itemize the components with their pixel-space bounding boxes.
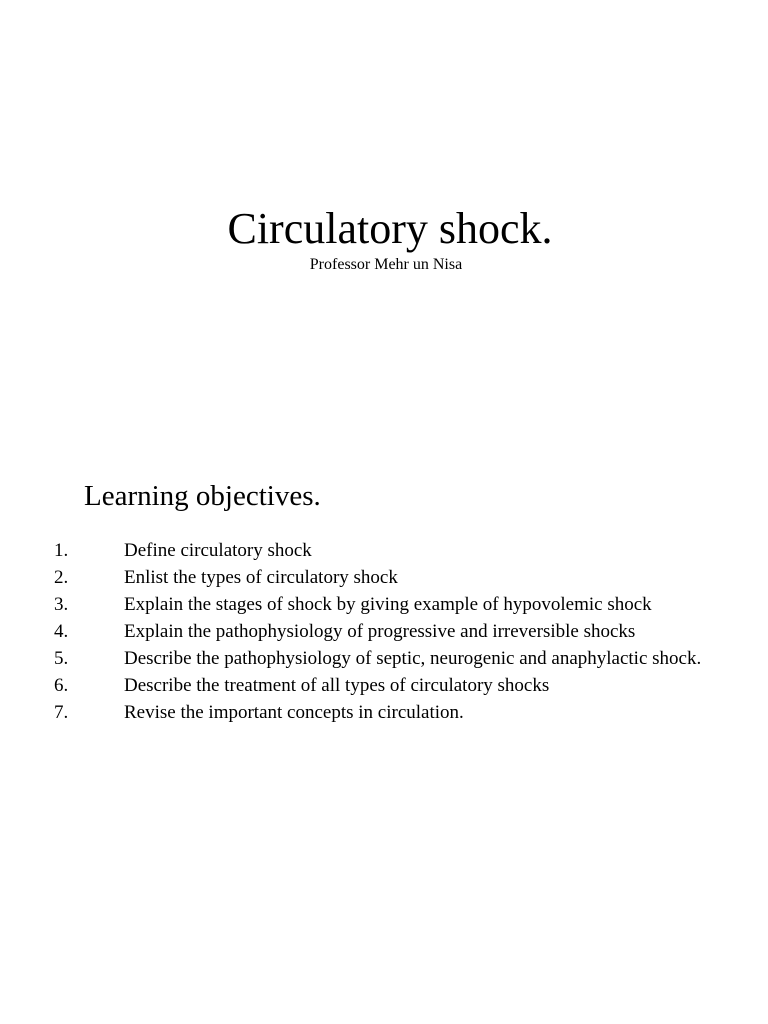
list-item-number: 6. (54, 675, 69, 696)
list-item (0, 648, 768, 669)
list-item-text: Describe the treatment of all types of circulatory shocks (124, 675, 550, 696)
list-item-text: Define circulatory shock (124, 540, 312, 561)
list-item-number: 1. (54, 540, 69, 561)
list-item-text: Describe the pathophysiology of septic, neurogenic and anaphylactic shock. (124, 648, 702, 669)
list-item (0, 702, 768, 723)
section-heading: Learning objectives. (84, 480, 321, 512)
author-name: Professor Mehr un Nisa (309, 256, 463, 273)
list-item (0, 621, 768, 642)
list-item (0, 540, 768, 561)
page-title: Circulatory shock. (227, 204, 553, 253)
objectives-list (0, 540, 768, 729)
list-item-text: Revise the important concepts in circulation. (124, 702, 464, 723)
list-item-text: Explain the pathophysiology of progressive and irreversible shocks (124, 621, 636, 642)
list-item-text: Enlist the types of circulatory shock (124, 567, 398, 588)
list-item-text: Explain the stages of shock by giving example of hypovolemic shock (124, 594, 652, 615)
list-item (0, 675, 768, 696)
list-item-number: 5. (54, 648, 69, 669)
list-item (0, 567, 768, 588)
list-item-number: 3. (54, 594, 69, 615)
list-item-number: 2. (54, 567, 69, 588)
list-item (0, 594, 768, 615)
list-item-number: 7. (54, 702, 69, 723)
list-item-number: 4. (54, 621, 69, 642)
